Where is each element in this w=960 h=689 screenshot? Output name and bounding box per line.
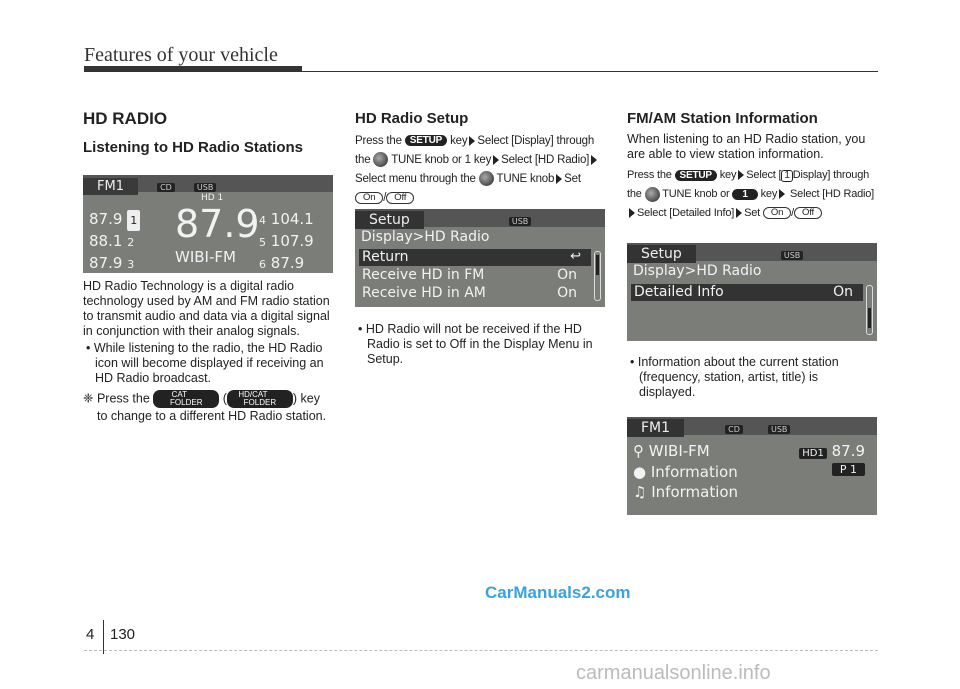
- menu-path: Display>HD Radio: [633, 263, 762, 279]
- usb-tag: USB: [194, 183, 216, 192]
- lcd-fm1-screen: [83, 175, 333, 273]
- scrollbar[interactable]: [866, 285, 873, 335]
- preset-num: 2: [127, 236, 135, 249]
- instr-text: Press the: [627, 169, 672, 181]
- band-label: FM1: [83, 178, 138, 195]
- preset-num: 6: [259, 258, 266, 271]
- column-station-info-note: [627, 355, 877, 400]
- instr-text: key: [760, 188, 778, 200]
- main-frequency: 87.9: [175, 202, 260, 246]
- preset-num: 3: [127, 258, 135, 271]
- instr-text: TUNE knob or: [662, 188, 730, 200]
- note-folder-key: ❈ Press the CAT FOLDER ( HD/CAT FOLDER ) key to change to a different HD Radio station.: [83, 390, 327, 423]
- scrollbar-thumb[interactable]: [868, 308, 871, 328]
- footer-divider: [103, 620, 104, 654]
- row-value: On: [833, 284, 853, 300]
- page-header-title: Features of your vehicle: [84, 44, 278, 66]
- instr-text: Set: [744, 207, 761, 219]
- instr-text: Set: [564, 173, 581, 185]
- arrow-right-icon: [779, 189, 785, 199]
- header-rule-thin: [84, 71, 878, 72]
- cd-tag: CD: [725, 425, 743, 434]
- bullet-info-display: • Information about the current station (frequency, station, artist, title) is displayed.: [630, 355, 839, 399]
- preset-freq: 107.9: [270, 232, 314, 250]
- instr-text: Select [HD Radio]: [790, 188, 875, 200]
- bullet-hd-icon: • While listening to the radio, the HD Radio icon will become displayed if receiving an HD Radio broadcast.: [86, 341, 324, 385]
- artist-info: Information: [650, 463, 738, 481]
- station-info-description: When listening to an HD Radio station, you are able to view station information.: [627, 132, 866, 161]
- watermark: CarManuals2.com: [485, 583, 631, 602]
- column-hd-radio-setup: [355, 108, 605, 208]
- instr-text: key: [450, 135, 468, 147]
- instr-text: TUNE knob: [496, 173, 555, 185]
- bullet-text: Information about the current station (frequency, station, artist, title) is displayed.: [637, 355, 839, 399]
- row-label: Return: [362, 249, 409, 265]
- cd-tag: CD: [157, 183, 175, 192]
- hd-badge: HD1: [799, 448, 827, 459]
- hd-indicator: HD 1: [201, 193, 224, 203]
- setup-tab: Setup: [355, 211, 424, 229]
- setup-key: SETUP: [405, 135, 447, 146]
- preset-row[interactable]: [259, 253, 314, 273]
- lcd-station-info-screen: [627, 417, 877, 515]
- instr-text: Display]: [792, 169, 831, 181]
- watermark: carmanualsonline.info: [576, 662, 771, 684]
- instr-text: key: [719, 169, 737, 181]
- arrow-right-icon: [493, 155, 499, 165]
- row-value: On: [557, 285, 577, 301]
- artist-row: [633, 463, 871, 481]
- arrow-right-icon: [738, 170, 744, 180]
- preset-num: 5: [259, 236, 266, 249]
- usb-tag: USB: [509, 217, 531, 226]
- menu-row[interactable]: [631, 284, 863, 301]
- section-title: FM/AM Station Information: [627, 110, 818, 127]
- note-symbol: ❈: [83, 391, 94, 406]
- arrow-right-icon: [629, 208, 635, 218]
- arrow-right-icon: [469, 136, 475, 146]
- station-name: WIBI-FM: [175, 248, 236, 266]
- hd-radio-description: HD Radio Technology is a digital radio technology used by AM and FM radio station to transmit audio and data via a digital signal in conjunction with their analog signals.: [83, 279, 330, 338]
- number-key-icon: 1: [781, 170, 792, 182]
- on-option: On: [763, 207, 791, 219]
- row-label: Receive HD in AM: [362, 285, 486, 301]
- preset-row[interactable]: [89, 253, 140, 273]
- station-row: [633, 442, 871, 460]
- tune-knob-icon: [645, 187, 660, 202]
- lcd-detailed-info-screen: [627, 243, 877, 341]
- note-text-b: key to change to a different HD Radio station.: [97, 391, 327, 423]
- row-label: Detailed Info: [634, 284, 724, 300]
- title-info: Information: [651, 483, 739, 501]
- column-hd-radio-setup-note: [355, 322, 605, 367]
- arrow-right-icon: [736, 208, 742, 218]
- music-note-icon: ♫: [633, 483, 647, 501]
- scrollbar[interactable]: [594, 251, 601, 301]
- instr-text: Select [HD Radio]: [501, 154, 590, 166]
- instr-text: TUNE knob or 1 key: [391, 154, 492, 166]
- hd-cat-folder-key: HD/CAT FOLDER: [227, 390, 293, 408]
- preset-badge: P 1: [832, 463, 865, 476]
- return-icon: ↩: [570, 249, 581, 264]
- preset-row[interactable]: [89, 231, 140, 253]
- column-station-info: [627, 108, 877, 223]
- one-key: 1: [732, 189, 757, 200]
- usb-tag: USB: [781, 251, 803, 260]
- page-number: 130: [110, 626, 136, 643]
- instr-text: Select [: [746, 169, 782, 181]
- preset-row[interactable]: [89, 209, 140, 231]
- setup-key: SETUP: [675, 170, 717, 181]
- instr-text: Press the: [355, 135, 402, 147]
- bullet-setup-off: • HD Radio will not be received if the HD Radio is set to Off in the Display Menu in Setup.: [358, 322, 593, 366]
- preset-row[interactable]: [259, 209, 314, 231]
- cat-folder-key: CAT FOLDER: [153, 390, 219, 408]
- preset-freq: 87.9: [89, 254, 123, 272]
- preset-freq: 87.9: [270, 254, 305, 272]
- section-title: HD Radio Setup: [355, 110, 469, 127]
- instr-text: Select [Display] through the: [355, 135, 595, 166]
- instr-text: through the: [627, 169, 870, 200]
- row-value: On: [557, 267, 577, 283]
- instr-text: Select menu through the: [355, 173, 476, 185]
- scrollbar-thumb[interactable]: [596, 255, 599, 275]
- antenna-icon: ⚲: [633, 442, 644, 460]
- off-option: Off: [794, 207, 822, 219]
- row-label: Receive HD in FM: [362, 267, 485, 283]
- preset-num: 4: [259, 214, 266, 227]
- station-name: WIBI-FM: [648, 442, 710, 460]
- arrow-right-icon: [591, 155, 597, 165]
- preset-freq: 87.9: [89, 210, 123, 228]
- bullet-text: While listening to the radio, the HD Radio icon will become displayed if receiving an HD Radio broadcast.: [93, 341, 324, 385]
- section-title: HD RADIO: [83, 109, 168, 128]
- on-option: On: [355, 192, 383, 204]
- title-row: [633, 483, 871, 501]
- band-label: FM1: [627, 419, 684, 437]
- footer-line: [84, 650, 878, 651]
- menu-row[interactable]: [362, 285, 587, 301]
- bullet-text: HD Radio will not be received if the HD Radio is set to Off in the Display Menu in Setup.: [365, 322, 593, 366]
- info-instructions: Press the SETUP key Select [ 1 Display] through the TUNE knob or 1 key Select [HD Radio]Select [Detailed Info] Set On / Off: [627, 169, 875, 219]
- preset-num: 1: [127, 210, 140, 231]
- lcd-setup-screen: [355, 209, 605, 307]
- chapter-number: 4: [86, 626, 95, 643]
- menu-path: Display>HD Radio: [361, 229, 490, 245]
- tune-knob-icon: [373, 152, 388, 167]
- person-icon: ●: [633, 463, 647, 481]
- preset-row[interactable]: [259, 231, 314, 253]
- instr-text: Select [Detailed Info]: [637, 207, 735, 219]
- menu-row[interactable]: [362, 267, 587, 283]
- tune-knob-icon: [479, 171, 494, 186]
- setup-tab: Setup: [627, 245, 696, 263]
- note-text-a: Press the: [96, 391, 150, 406]
- off-option: Off: [386, 192, 414, 204]
- frequency: 87.9: [831, 442, 865, 460]
- arrow-right-icon: [556, 174, 562, 184]
- usb-tag: USB: [768, 425, 790, 434]
- menu-row[interactable]: [359, 249, 591, 266]
- preset-freq: 88.1: [89, 232, 123, 250]
- section-subtitle: Listening to HD Radio Stations: [83, 139, 303, 156]
- preset-freq: 104.1: [270, 210, 314, 228]
- setup-instructions: Press the SETUP key Select [Display] through the TUNE knob or 1 key Select [HD Radio]Select menu through the TUNE knob Set On / Off: [355, 132, 605, 208]
